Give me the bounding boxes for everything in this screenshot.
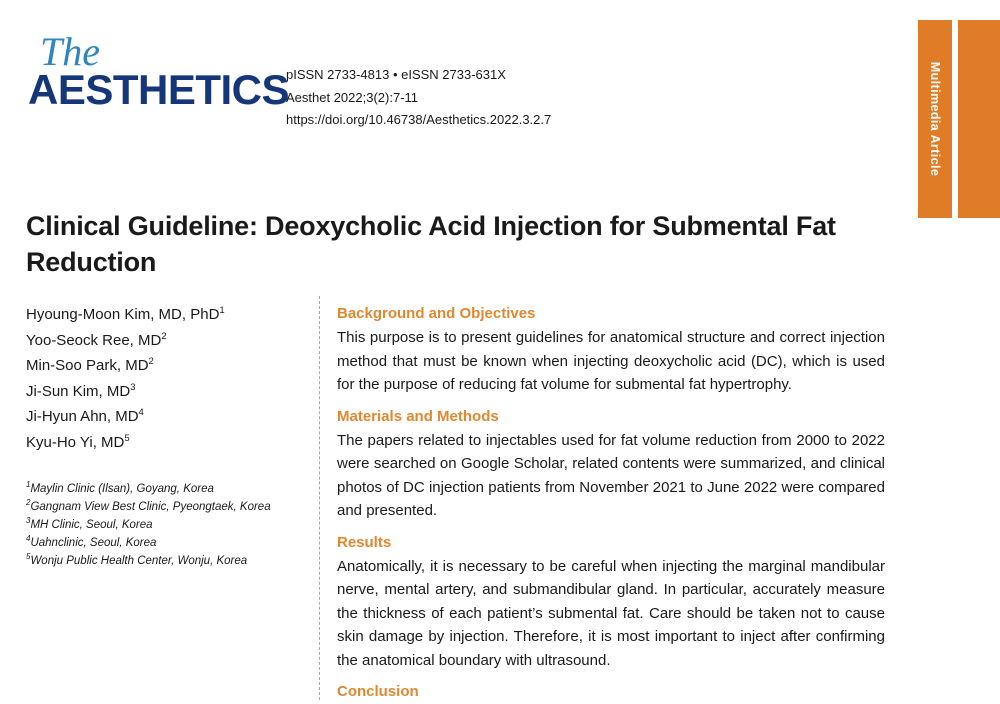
- abstract-section-heading: Results: [337, 533, 392, 551]
- abstract-section-heading: Conclusion: [337, 683, 419, 700]
- affiliation-line: [26, 552, 296, 570]
- journal-logo-name: AESTHETICS: [28, 66, 290, 113]
- affiliation-marker: 4: [26, 534, 31, 544]
- author-name: Yoo-Seock Ree, MD: [26, 331, 162, 349]
- article-type-tab-accent: [958, 20, 1000, 218]
- abstract: [337, 303, 885, 704]
- author-name: Kyu-Ho Yi, MD: [26, 433, 125, 451]
- article-type-tab-label: Multimedia Article: [928, 61, 942, 177]
- author-name: Min-Soo Park, MD: [26, 357, 149, 374]
- abstract-section: [337, 303, 885, 397]
- affiliation-text: Maylin Clinic (Ilsan), Goyang, Korea: [30, 483, 214, 495]
- author-line: [26, 430, 296, 456]
- article-type-tab-bar: [918, 20, 952, 218]
- article-type-tab: [918, 20, 1000, 218]
- affiliation-marker: 1: [26, 480, 31, 490]
- journal-logo: [28, 29, 290, 113]
- column-divider: [319, 296, 320, 700]
- affiliation-line: [26, 498, 296, 516]
- author-name: Ji-Sun Kim, MD: [26, 382, 131, 400]
- affiliation-text: Uahnclinic, Seoul, Korea: [30, 537, 157, 549]
- author-name: Hyoung-Moon Kim, MD, PhD: [26, 306, 220, 323]
- affiliation-marker: 5: [26, 552, 31, 562]
- citation-line: Aesthet 2022;3(2):7-11: [286, 89, 419, 105]
- author-name: Ji-Hyun Ahn, MD: [26, 408, 139, 425]
- affiliation-line: [26, 516, 296, 534]
- abstract-section: [337, 532, 885, 673]
- author-affiliation-marker: 4: [138, 407, 144, 418]
- abstract-section: [337, 406, 885, 523]
- abstract-section-heading: Materials and Methods: [337, 407, 499, 425]
- doi-line[interactable]: https://doi.org/10.46738/Aesthetics.2022.3.2.7: [286, 112, 552, 127]
- affiliation-marker: 3: [26, 516, 31, 526]
- journal-identifiers: [286, 64, 551, 132]
- author-affiliation-marker: 2: [148, 356, 154, 367]
- affiliation-marker: 2: [26, 498, 31, 508]
- affiliation-line: [26, 480, 296, 498]
- author-affiliation-marker: 5: [124, 432, 130, 444]
- author-line: [26, 404, 296, 430]
- affiliation-text: Wonju Public Health Center, Wonju, Korea: [30, 555, 248, 567]
- abstract-section-heading: Background and Objectives: [337, 305, 536, 322]
- affiliation-text: Gangnam View Best Clinic, Pyeongtaek, Korea: [30, 501, 271, 513]
- affiliation-list: [26, 480, 296, 570]
- author-block: [26, 302, 296, 570]
- masthead: [28, 29, 628, 142]
- affiliation-line: [26, 534, 296, 552]
- author-line: [26, 379, 296, 405]
- author-line: [26, 302, 296, 328]
- journal-logo-the: The: [40, 29, 100, 74]
- author-list: [26, 302, 296, 455]
- article-title: Clinical Guideline: Deoxycholic Acid Injection for Submental Fat Reduction: [26, 211, 836, 278]
- abstract-section-body: This purpose is to present guidelines for anatomical structure and correct injection method that must be known when injecting deoxycholic acid (DC), which is used for the purpose of reducing fat volume for submental fat hypertrophy.: [337, 329, 885, 393]
- abstract-section-body: Anatomically, it is necessary to be careful when injecting the marginal mandibular nerve, mental artery, and submandibular gland. In particular, accurately measure the thickness of each patient’s submental fat. Care should be taken not to cause skin damage by injection. Therefore, it is most important to inject after confirming the anatomical boundary with ultrasound.: [337, 557, 885, 669]
- author-line: [26, 353, 296, 379]
- issn-line: pISSN 2733-4813 • eISSN 2733-631X: [286, 67, 506, 82]
- abstract-section-body: The papers related to injectables used for fat volume reduction from 2000 to 2022 were searched on Google Scholar, related contents were summarized, and clinical photos of DC injection patients from November 2021 to June 2022 were compared and presented.: [337, 431, 885, 519]
- author-line: [26, 328, 296, 354]
- affiliation-text: MH Clinic, Seoul, Korea: [30, 519, 153, 531]
- author-affiliation-marker: 1: [219, 305, 225, 316]
- author-affiliation-marker: 3: [130, 381, 136, 393]
- author-affiliation-marker: 2: [161, 330, 167, 342]
